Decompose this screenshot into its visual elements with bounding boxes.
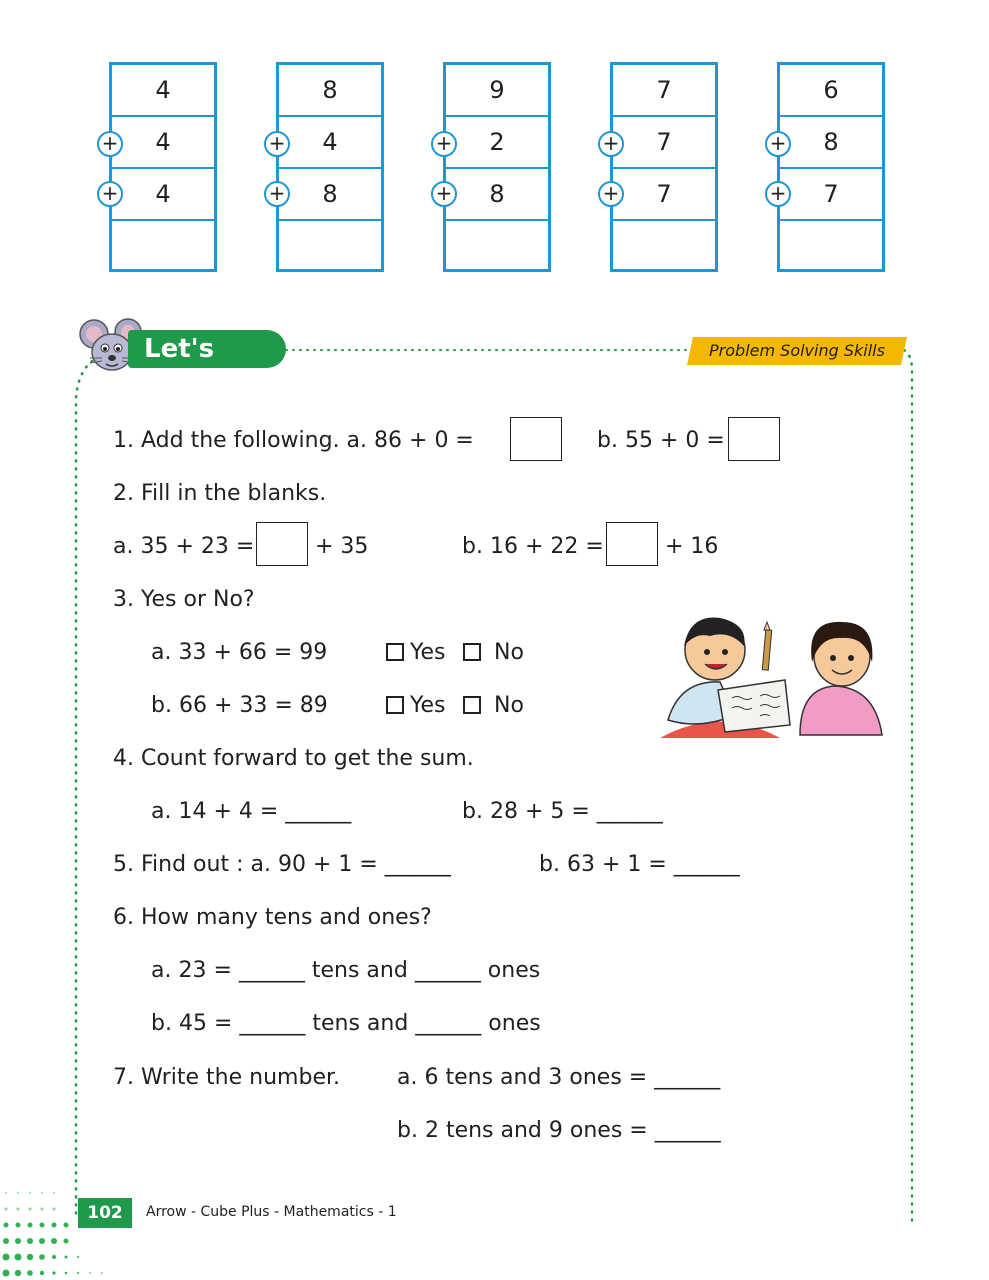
addend-bottom: 7 bbox=[613, 169, 715, 221]
addend-bottom: 8 bbox=[446, 169, 548, 221]
question-6a: a. 23 = ______ tens and ______ ones bbox=[151, 958, 541, 983]
yes-checkbox[interactable] bbox=[386, 643, 404, 661]
children-reading-illustration bbox=[660, 610, 890, 740]
addend-top: 9 bbox=[446, 65, 548, 117]
question-7a: a. 6 tens and 3 ones = ______ bbox=[397, 1065, 721, 1090]
plus-icon: + bbox=[765, 181, 791, 207]
question-6: 6. How many tens and ones? bbox=[113, 905, 432, 930]
question-2: 2. Fill in the blanks. bbox=[113, 481, 327, 506]
addend-bottom: 7 bbox=[780, 169, 882, 221]
question-2a-left: a. 35 + 23 = bbox=[113, 534, 255, 559]
addend-middle: 4 bbox=[279, 117, 381, 169]
book-title: Arrow - Cube Plus - Mathematics - 1 bbox=[146, 1204, 397, 1220]
addend-middle: 2 bbox=[446, 117, 548, 169]
plus-icon: + bbox=[431, 181, 457, 207]
skills-tag: Problem Solving Skills bbox=[709, 341, 885, 360]
question-7b: b. 2 tens and 9 ones = ______ bbox=[397, 1118, 721, 1143]
section-title: Let's Solve bbox=[128, 330, 286, 368]
question-5b: b. 63 + 1 = ______ bbox=[539, 852, 740, 877]
question-7: 7. Write the number. bbox=[113, 1065, 340, 1090]
question-4b: b. 28 + 5 = ______ bbox=[462, 799, 663, 824]
plus-icon: + bbox=[264, 131, 290, 157]
answer-box[interactable] bbox=[256, 522, 308, 566]
question-1: 1. Add the following. a. 86 + 0 = bbox=[113, 428, 474, 453]
addend-top: 7 bbox=[613, 65, 715, 117]
addend-top: 4 bbox=[112, 65, 214, 117]
question-4: 4. Count forward to get the sum. bbox=[113, 746, 474, 771]
addend-bottom: 8 bbox=[279, 169, 381, 221]
no-label: No bbox=[494, 693, 524, 718]
addend-middle: 8 bbox=[780, 117, 882, 169]
question-3a: a. 33 + 66 = 99 bbox=[151, 640, 328, 665]
plus-icon: + bbox=[431, 131, 457, 157]
plus-icon: + bbox=[97, 181, 123, 207]
question-5: 5. Find out : a. 90 + 1 = ______ bbox=[113, 852, 451, 877]
no-checkbox[interactable] bbox=[463, 696, 481, 714]
answer-box[interactable] bbox=[510, 417, 562, 461]
plus-icon: + bbox=[97, 131, 123, 157]
answer-box[interactable] bbox=[728, 417, 780, 461]
addend-top: 6 bbox=[780, 65, 882, 117]
addend-top: 8 bbox=[279, 65, 381, 117]
yes-label: Yes bbox=[410, 693, 446, 718]
no-label: No bbox=[494, 640, 524, 665]
yes-checkbox[interactable] bbox=[386, 696, 404, 714]
addend-bottom: 4 bbox=[112, 169, 214, 221]
yes-label: Yes bbox=[410, 640, 446, 665]
plus-icon: + bbox=[598, 181, 624, 207]
plus-icon: + bbox=[598, 131, 624, 157]
answer-box[interactable] bbox=[606, 522, 658, 566]
plus-icon: + bbox=[765, 131, 791, 157]
question-2b-left: b. 16 + 22 = bbox=[462, 534, 604, 559]
question-3b: b. 66 + 33 = 89 bbox=[151, 693, 328, 718]
question-1b: b. 55 + 0 = bbox=[597, 428, 725, 453]
plus-icon: + bbox=[264, 181, 290, 207]
question-2a-right: + 35 bbox=[315, 534, 369, 559]
addend-middle: 4 bbox=[112, 117, 214, 169]
page-number: 102 bbox=[78, 1198, 132, 1228]
question-2b-right: + 16 bbox=[665, 534, 719, 559]
question-4a: a. 14 + 4 = ______ bbox=[151, 799, 352, 824]
question-3: 3. Yes or No? bbox=[113, 587, 255, 612]
addend-middle: 7 bbox=[613, 117, 715, 169]
question-6b: b. 45 = ______ tens and ______ ones bbox=[151, 1011, 541, 1036]
no-checkbox[interactable] bbox=[463, 643, 481, 661]
